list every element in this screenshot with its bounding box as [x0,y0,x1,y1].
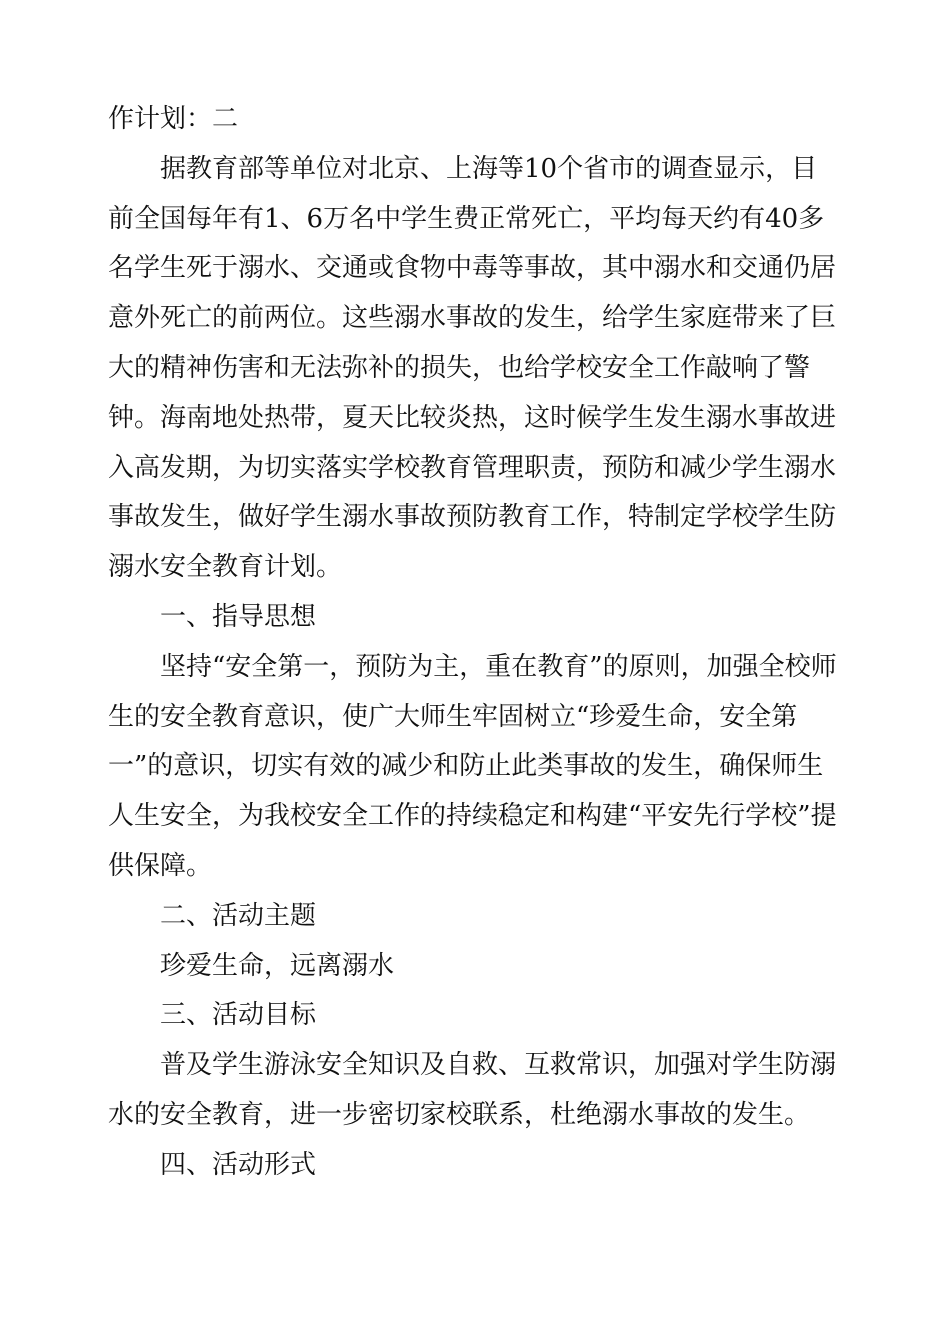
section-heading-activity-form: 四、活动形式 [160,1149,317,1180]
continuation-line: 作计划：二 [108,104,239,134]
section-body-activity-goals: 普及学生游泳安全知识及自救、互救常识，加强对学生防溺水的安全教育，进一步密切家校联系，杜绝溺水事故的发生。 [108,1050,837,1130]
section-heading-activity-goals: 三、活动目标 [160,1000,317,1031]
section-heading-activity-theme: 二、活动主题 [160,900,317,931]
section-heading-guiding-ideology: 一、指导思想 [160,601,317,632]
section-body-activity-theme: 珍爱生命，远离溺水 [160,950,395,981]
section-body-guiding-ideology: 坚持“安全第一，预防为主，重在教育”的原则，加强全校师生的安全教育意识，使广大师生牢固树立“珍爱生命，安全第一”的意识，切实有效的减少和防止此类事故的发生，确保师生人生安全，为我校安全工作的持续稳定和构建“平安先行学校”提供保障。 [108,651,837,881]
document-page [108,95,843,1191]
intro-paragraph: 据教育部等单位对北京、上海等10个省市的调查显示，目前全国每年有1、6万名中学生费正常死亡，平均每天约有40多名学生死于溺水、交通或食物中毒等事故，其中溺水和交通仍居意外死亡的前两位。这些溺水事故的发生，给学生家庭带来了巨大的精神伤害和无法弥补的损失，也给学校安全工作敲响了警钟。海南地处热带，夏天比较炎热，这时候学生发生溺水事故进入高发期，为切实落实学校教育管理职责，预防和减少学生溺水事故发生，做好学生溺水事故预防教育工作，特制定学校学生防溺水安全教育计划。 [108,153,837,583]
